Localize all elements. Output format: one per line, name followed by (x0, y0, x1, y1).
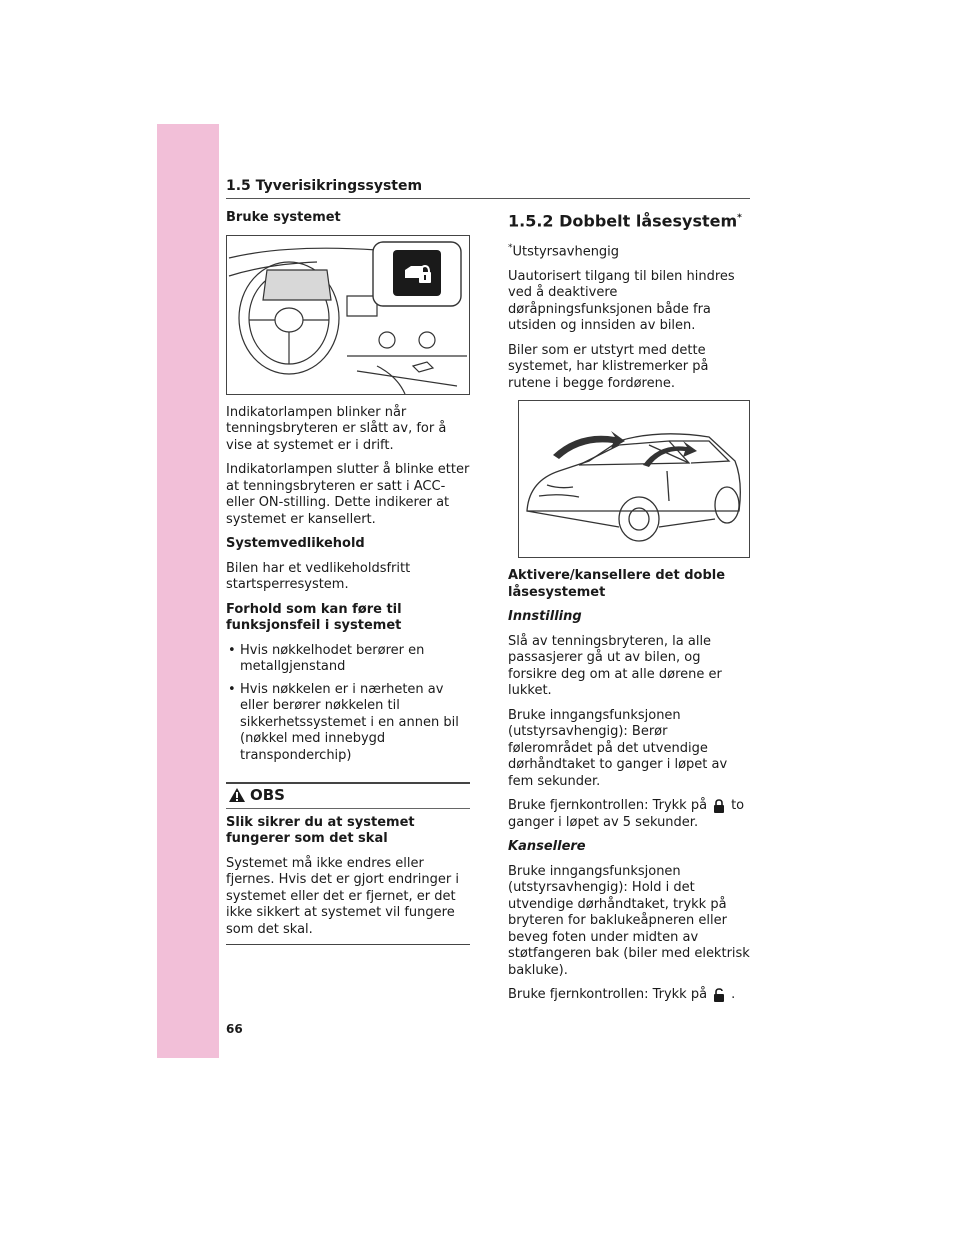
malfunction-heading: Forhold som kan føre til funksjonsfeil i systemet (226, 601, 402, 633)
obs-label: OBS (250, 786, 285, 804)
right-column (508, 210, 753, 1012)
setting-step-3-end: to ganger i løpet av 5 sekunder. (508, 798, 745, 830)
car-illustration (519, 401, 749, 557)
indicator-blink-text: Indikatorlampen blinker når tenningsbryteren er slått av, for å vise at systemet er i drift. (226, 404, 447, 453)
dashboard-figure (226, 235, 470, 395)
unlock-icon (713, 988, 725, 1002)
sticker-text: Biler som er utstyrt med dette systemet, har klistremerker på rutene i begge fordørene. (508, 342, 709, 391)
setting-step-2: Bruke inngangsfunksjonen (utstyrsavhengig): Berør følerområdet på det utvendige dørhåndtaket to ganger i løpet av fem sekunder. (508, 707, 728, 789)
left-column (226, 210, 470, 945)
double-lock-title: 1.5.2 Dobbelt låsesystem (508, 211, 738, 231)
setting-step-1: Slå av tenningsbryteren, la alle passasjerer gå ut av bilen, og forsikre deg om at alle dørene er lukket. (508, 633, 722, 699)
setting-step-3 (508, 798, 753, 831)
page-number: 66 (226, 1022, 243, 1036)
obs-notice (226, 782, 470, 945)
activate-cancel-heading: Aktivere/kansellere det doble låsesystemet (508, 568, 726, 600)
note-asterisk: * (508, 242, 513, 253)
security-indicator-icon (393, 250, 441, 296)
obs-text: Systemet må ikke endres eller fjernes. Hvis det er gjort endringer i systemet eller det er fjernet, er det ikke sikkert at systemet vil fungere som det skal. (226, 855, 459, 937)
maintenance-heading: Systemvedlikehold (226, 536, 365, 551)
setting-heading: Innstilling (508, 609, 582, 625)
cancel-heading: Kansellere (508, 839, 586, 855)
obs-header (226, 784, 470, 809)
cancel-step-2 (508, 987, 753, 1004)
list-item: • Hvis nøkkelen er i nærheten av eller berører nøkkelen til sikkerhetssystemet i en annen bil (nøkkel med innebygd transponderchip) (226, 682, 470, 765)
double-lock-heading (508, 210, 753, 230)
cancel-step-2-start: Bruke fjernkontrollen: Trykk på (508, 987, 708, 1003)
car-figure (518, 400, 750, 558)
chapter-side-band (157, 124, 219, 1058)
equipment-note-text: Utstyrsavhengig (512, 244, 620, 260)
setting-step-3-start: Bruke fjernkontrollen: Trykk på (508, 798, 708, 814)
cancel-step-1: Bruke inngangsfunksjonen (utstyrsavhengig): Hold i det utvendige dørhåndtaket, trykk på bryteren for baklukeåpneren eller beveg foten under midten av støtfangeren bak (biler med elektrisk bakluke). (508, 863, 750, 978)
cancel-step-2-end: . (731, 987, 736, 1003)
using-system-heading: Bruke systemet (226, 210, 341, 225)
list-item: • Hvis nøkkelhodet berører en metallgjenstand (226, 643, 470, 676)
double-lock-intro: Uautorisert tilgang til bilen hindres ved å deaktivere døråpningsfunksjonen både fra utsiden og innsiden av bilen. (508, 268, 735, 334)
maintenance-text: Bilen har et vedlikeholdsfritt startsperresystem. (226, 560, 411, 592)
section-header: 1.5 Tyverisikringssystem (226, 178, 750, 199)
lock-icon (713, 799, 725, 813)
warning-icon (228, 787, 246, 803)
dashboard-illustration (227, 236, 469, 394)
obs-heading: Slik sikrer du at systemet fungerer som det skal (226, 814, 415, 846)
indicator-stop-text: Indikatorlampen slutter å blinke etter at tenningsbryteren er satt i ACC- eller ON-stilling. Dette indikerer at systemet er kansellert. (226, 462, 470, 527)
equipment-note (508, 240, 753, 261)
malfunction-list (226, 643, 470, 765)
heading-asterisk: * (737, 213, 742, 223)
